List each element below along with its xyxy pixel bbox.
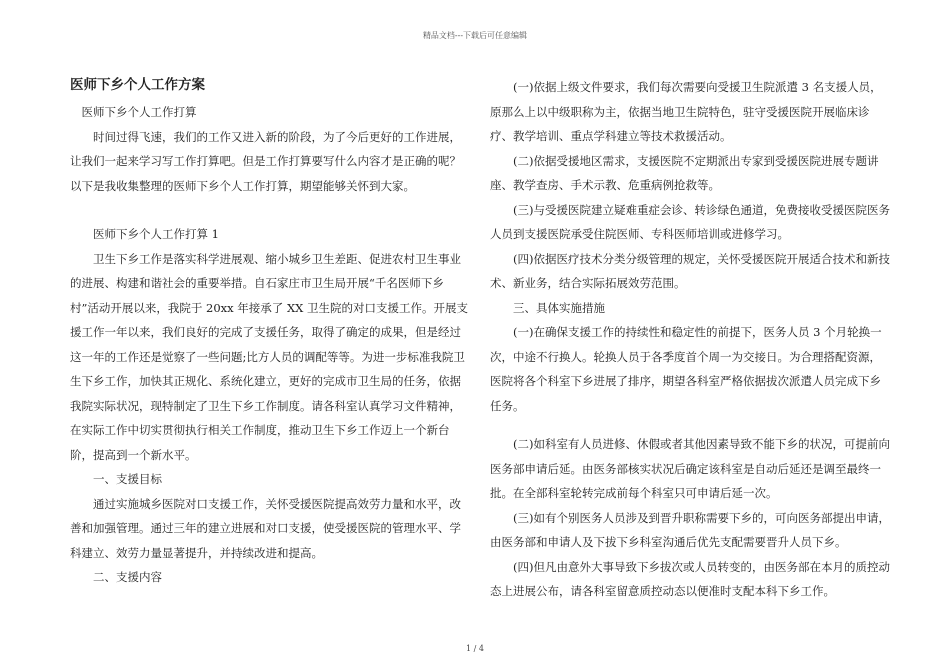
- measure-item-3: (三)如有个别医务人员涉及到晋升职称需要下乡的，可向医务部提出申请，由医务部和申请人及下拔下乡科室沟通后优先支配需要晋升人员下乡。: [490, 510, 890, 549]
- section-heading-3: 三、具体实施措施: [513, 300, 605, 315]
- measure-item-2: (二)如科室有人员进修、休假或者其他因素导致不能下乡的状况，可提前向医务部申请后延。由医务部核实状况后确定该科室是自动后延还是调至最终一批。在全部科室轮转完成前每个科室只可申请后延一次。: [490, 437, 890, 500]
- section-heading-1: 一、支援目标: [93, 472, 162, 486]
- spacer: [490, 418, 890, 432]
- body-paragraph-1: 卫生下乡工作是落实科学进展观、缩小城乡卫生差距、促进农村卫生事业的进展、构建和谐社会的重要举措。自石家庄市卫生局开展“千名医师下乡村”活动开展以来，我院于 20xx 年接承了 XX 卫生院的对口支援工作。开展支援工作一年以来，我们良好的完成了支援任务，取得了确定的成果，但是经过这一年的工作还是觉察了一些问题;比方人员的调配等等。为进一步标准我院卫生下乡工作，加快其正规化、系统化建立，更好的完成市卫生局的任务，依据我院实际状况，现特制定了卫生下乡工作制度。请各科室认真学习文件精神，在实际工作中切实贯彻执行相关工作制度，推动卫生下乡工作迈上一个新台阶，提高到一个新水平。: [70, 251, 468, 462]
- page-header-note: 精品文档---下载后可任意编辑: [422, 31, 528, 40]
- support-item-3: (三)与受援医院建立疑难重症会诊、转诊绿色通道，免费接收受援医院医务人员到支援医院承受住院医师、专科医师培训或进修学习。: [490, 202, 890, 241]
- section-heading-2: 二、支援内容: [93, 570, 162, 584]
- document-subtitle: 医师下乡个人工作打算: [81, 105, 197, 119]
- right-column: [490, 75, 890, 604]
- support-item-1: (一)依据上级文件要求，我们每次需要向受援卫生院派遣 3 名支援人员，原那么上以中级职称为主，依据当地卫生院特色，驻守受援医院开展临床诊疗、教学培训、重点学科建立等技术救援活动。: [490, 80, 882, 143]
- intro-paragraph: 时间过得飞速，我们的工作又进入新的阶段，为了今后更好的工作进展，让我们一起来学习写工作打算吧。但是工作打算要写什么内容才是正确的呢？以下是我收集整理的医师下乡个人工作打算，期望能够关怀到大家。: [70, 129, 461, 193]
- document-title: 医师下乡个人工作方案: [70, 77, 205, 93]
- left-column: [70, 75, 470, 590]
- plan-heading: 医师下乡个人工作打算 1: [93, 227, 219, 241]
- measure-item-4: (四)但凡由意外大事导致下乡拔次或人员转变的，由医务部在本月的质控动态上进展公布，请各科室留意质控动态以便准时支配本科下乡工作。: [490, 559, 890, 598]
- measure-item-1: (一)在确保支援工作的持续性和稳定性的前提下，医务人员 3 个月轮换一次，中途不行换人。轮换人员于各季度首个周一为交接日。为合理搭配资源，医院将各个科室下乡进展了排序，期望各科室严格依据拔次派遣人员完成下乡任务。: [490, 325, 882, 413]
- page-number: 1 / 4: [466, 644, 484, 653]
- spacer: [70, 198, 470, 222]
- support-item-4: (四)依据医疗技术分类分级管理的规定，关怀受援医院开展适合技术和新技术、新业务，结合实际拓展效劳范围。: [490, 251, 890, 290]
- body-paragraph-2: 通过实施城乡医院对口支援工作，关怀受援医院提高效劳力量和水平，改善和加强管理。通过三年的建立进展和对口支援，使受援医院的管理水平、学科建立、效劳力量显著提升，并持续改进和提高。: [70, 496, 461, 560]
- support-item-2: (二)依据受援地区需求，支援医院不定期派出专家到受援医院进展专题讲座、教学查房、手术示教、危重病例抢救等。: [490, 153, 879, 192]
